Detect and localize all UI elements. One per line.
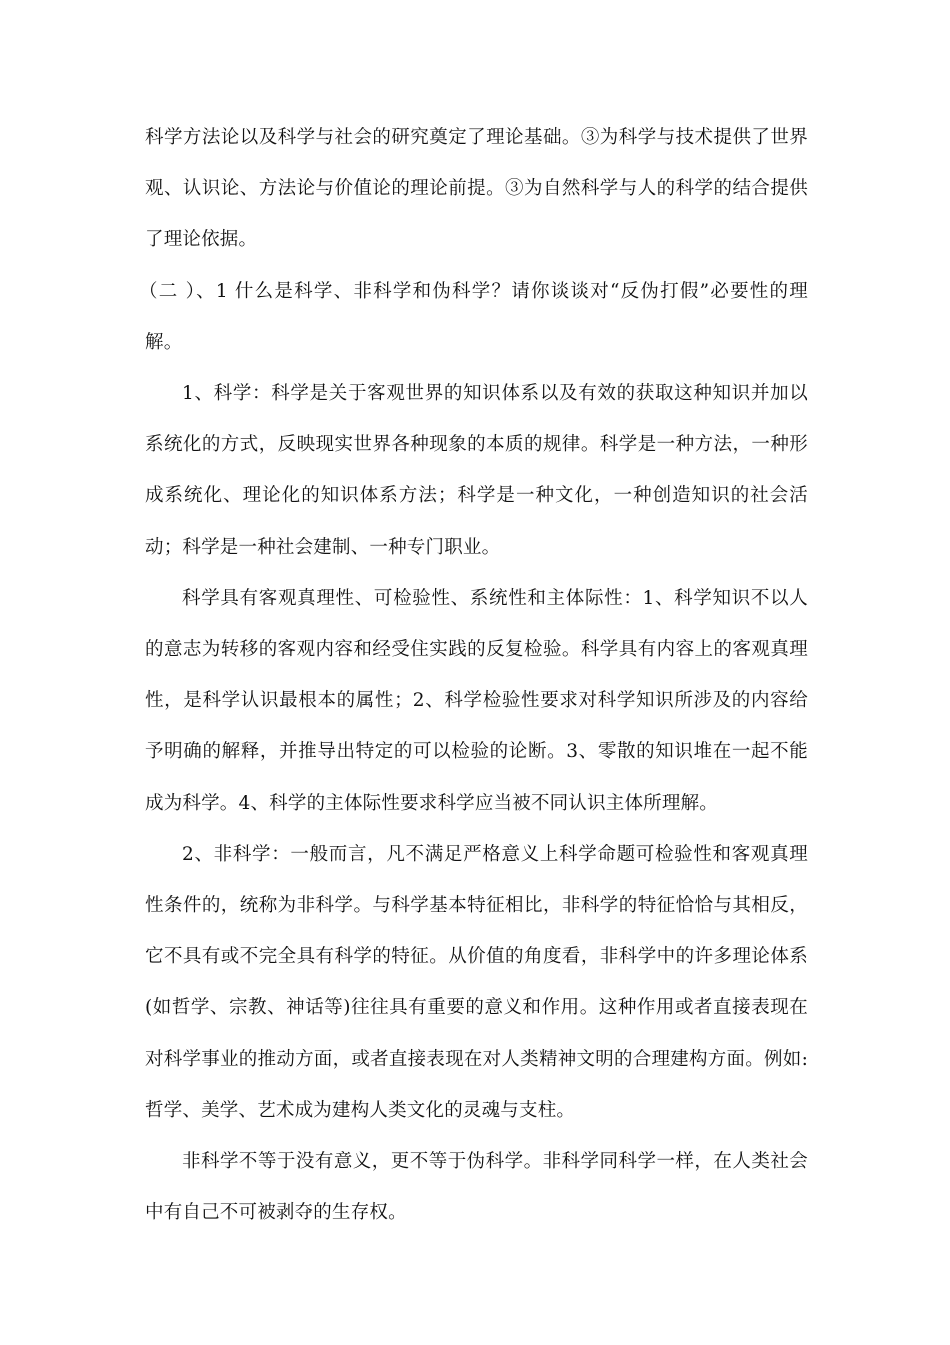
paragraph-non-science-definition: 2、非科学：一般而言，凡不满足严格意义上科学命题可检验性和客观真理性条件的，统称为非科学。与科学基本特征相比，非科学的特征恰恰与其相反，它不具有或不完全具有科学的特征。从价值的角度看，非科学中的许多理论体系(如哲学、宗教、神话等)往往具有重要的意义和作用。这种作用或者直接表现在对科学事业的推动方面，或者直接表现在对人类精神文明的合理建构方面。例如:哲学、美学、艺术成为建构人类文化的灵魂与支柱。 [145, 843, 808, 1121]
paragraph-science-definition: 1、科学：科学是关于客观世界的知识体系以及有效的获取这种知识并加以系统化的方式，反映现实世界各种现象的本质的规律。科学是一种方法，一种形成系统化、理论化的知识体系方法；科学是一种文化，一种创造知识的社会活动；科学是一种社会建制、一种专门职业。 [145, 383, 808, 558]
paragraph-science-characteristics: 科学具有客观真理性、可检验性、系统性和主体际性：1、科学知识不以人的意志为转移的客观内容和经受住实践的反复检验。科学具有内容上的客观真理性，是科学认识最根本的属性；2、科学检验性要求对科学知识所涉及的内容给予明确的解释，并推导出特定的可以检验的论断。3、零散的知识堆在一起不能成为科学。4、科学的主体际性要求科学应当被不同认识主体所理解。 [145, 587, 808, 814]
paragraph-non-science-meaning: 非科学不等于没有意义，更不等于伪科学。非科学同科学一样，在人类社会中有自己不可被剥夺的生存权。 [145, 1151, 808, 1224]
paragraph-continuation: 科学方法论以及科学与社会的研究奠定了理论基础。③为科学与技术提供了世界观、认识论、方法论与价值论的理论前提。③为自然科学与人的科学的结合提供了理论依据。 [145, 127, 808, 251]
question-heading: （二 ）、1 什么是科学、非科学和伪科学？请你谈谈对“反伪打假”必要性的理解。 [139, 280, 808, 353]
document-body [139, 112, 808, 1238]
